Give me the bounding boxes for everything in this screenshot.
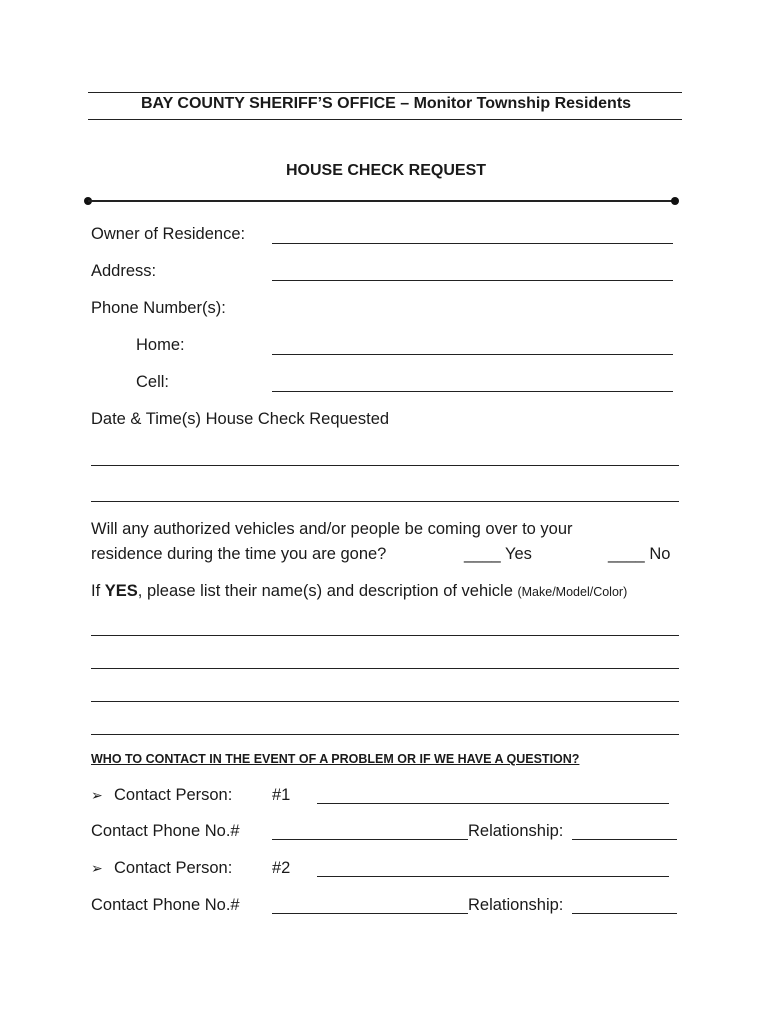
contact-person-2-label: Contact Person: bbox=[114, 859, 233, 877]
relationship-2-label: Relationship: bbox=[468, 896, 564, 914]
contact-number-1: #1 bbox=[272, 786, 291, 804]
home-phone-label: Home: bbox=[136, 336, 185, 354]
home-phone-field[interactable] bbox=[272, 354, 673, 355]
contact-phone-2-field[interactable] bbox=[272, 913, 468, 914]
address-field[interactable] bbox=[272, 280, 673, 281]
form-title: HOUSE CHECK REQUEST bbox=[285, 162, 487, 179]
contact-person-1-field[interactable] bbox=[317, 803, 669, 804]
relationship-1-label: Relationship: bbox=[468, 822, 564, 840]
owner-label: Owner of Residence: bbox=[91, 225, 246, 243]
contact-phone-1-label: Contact Phone No.# bbox=[91, 822, 240, 840]
date-time-line-2[interactable] bbox=[91, 501, 679, 502]
owner-field[interactable] bbox=[272, 243, 673, 244]
contacts-section-title: WHO TO CONTACT IN THE EVENT OF A PROBLEM OR IF WE HAVE A QUESTION? bbox=[91, 752, 580, 766]
date-time-line-1[interactable] bbox=[91, 465, 679, 466]
title-divider bbox=[88, 200, 676, 202]
vehicles-line-4[interactable] bbox=[91, 734, 679, 735]
address-label: Address: bbox=[91, 262, 157, 280]
divider-right-dot-icon bbox=[671, 197, 679, 205]
cell-phone-label: Cell: bbox=[136, 373, 170, 391]
no-blank[interactable]: ____ bbox=[608, 545, 645, 563]
vehicles-line-1[interactable] bbox=[91, 635, 679, 636]
yes-label: Yes bbox=[505, 545, 532, 563]
vehicles-line-2[interactable] bbox=[91, 668, 679, 669]
contact-phone-1-field[interactable] bbox=[272, 839, 468, 840]
vehicles-line-3[interactable] bbox=[91, 701, 679, 702]
agency-header: BAY COUNTY SHERIFF’S OFFICE – Monitor Township Residents bbox=[140, 95, 632, 112]
relationship-1-field[interactable] bbox=[572, 839, 677, 840]
contact-phone-2-label: Contact Phone No.# bbox=[91, 896, 240, 914]
contact-number-2: #2 bbox=[272, 859, 291, 877]
relationship-2-field[interactable] bbox=[572, 913, 677, 914]
list-text: , please list their name(s) and description of vehicle bbox=[137, 582, 518, 600]
no-checkbox[interactable] bbox=[608, 545, 670, 564]
yes-blank[interactable]: ____ bbox=[464, 545, 501, 563]
arrow-bullet-icon: ➢ bbox=[91, 787, 103, 803]
list-prefix: If bbox=[91, 582, 105, 600]
contact-person-1-label: Contact Person: bbox=[114, 786, 233, 804]
cell-phone-field[interactable] bbox=[272, 391, 673, 392]
list-hint: (Make/Model/Color) bbox=[517, 585, 628, 599]
no-label: No bbox=[649, 545, 671, 563]
phone-label: Phone Number(s): bbox=[91, 299, 226, 317]
date-time-label: Date & Time(s) House Check Requested bbox=[91, 410, 390, 428]
vehicles-list-instruction bbox=[91, 582, 627, 601]
vehicles-question-line2: residence during the time you are gone? bbox=[91, 545, 387, 563]
header-bottom-rule bbox=[88, 119, 682, 120]
arrow-bullet-icon: ➢ bbox=[91, 860, 103, 876]
list-yes: YES bbox=[104, 582, 138, 600]
vehicles-question-line1: Will any authorized vehicles and/or people be coming over to your bbox=[91, 520, 573, 538]
header-top-rule bbox=[88, 92, 682, 93]
contact-person-2-field[interactable] bbox=[317, 876, 669, 877]
yes-checkbox[interactable] bbox=[464, 545, 532, 564]
